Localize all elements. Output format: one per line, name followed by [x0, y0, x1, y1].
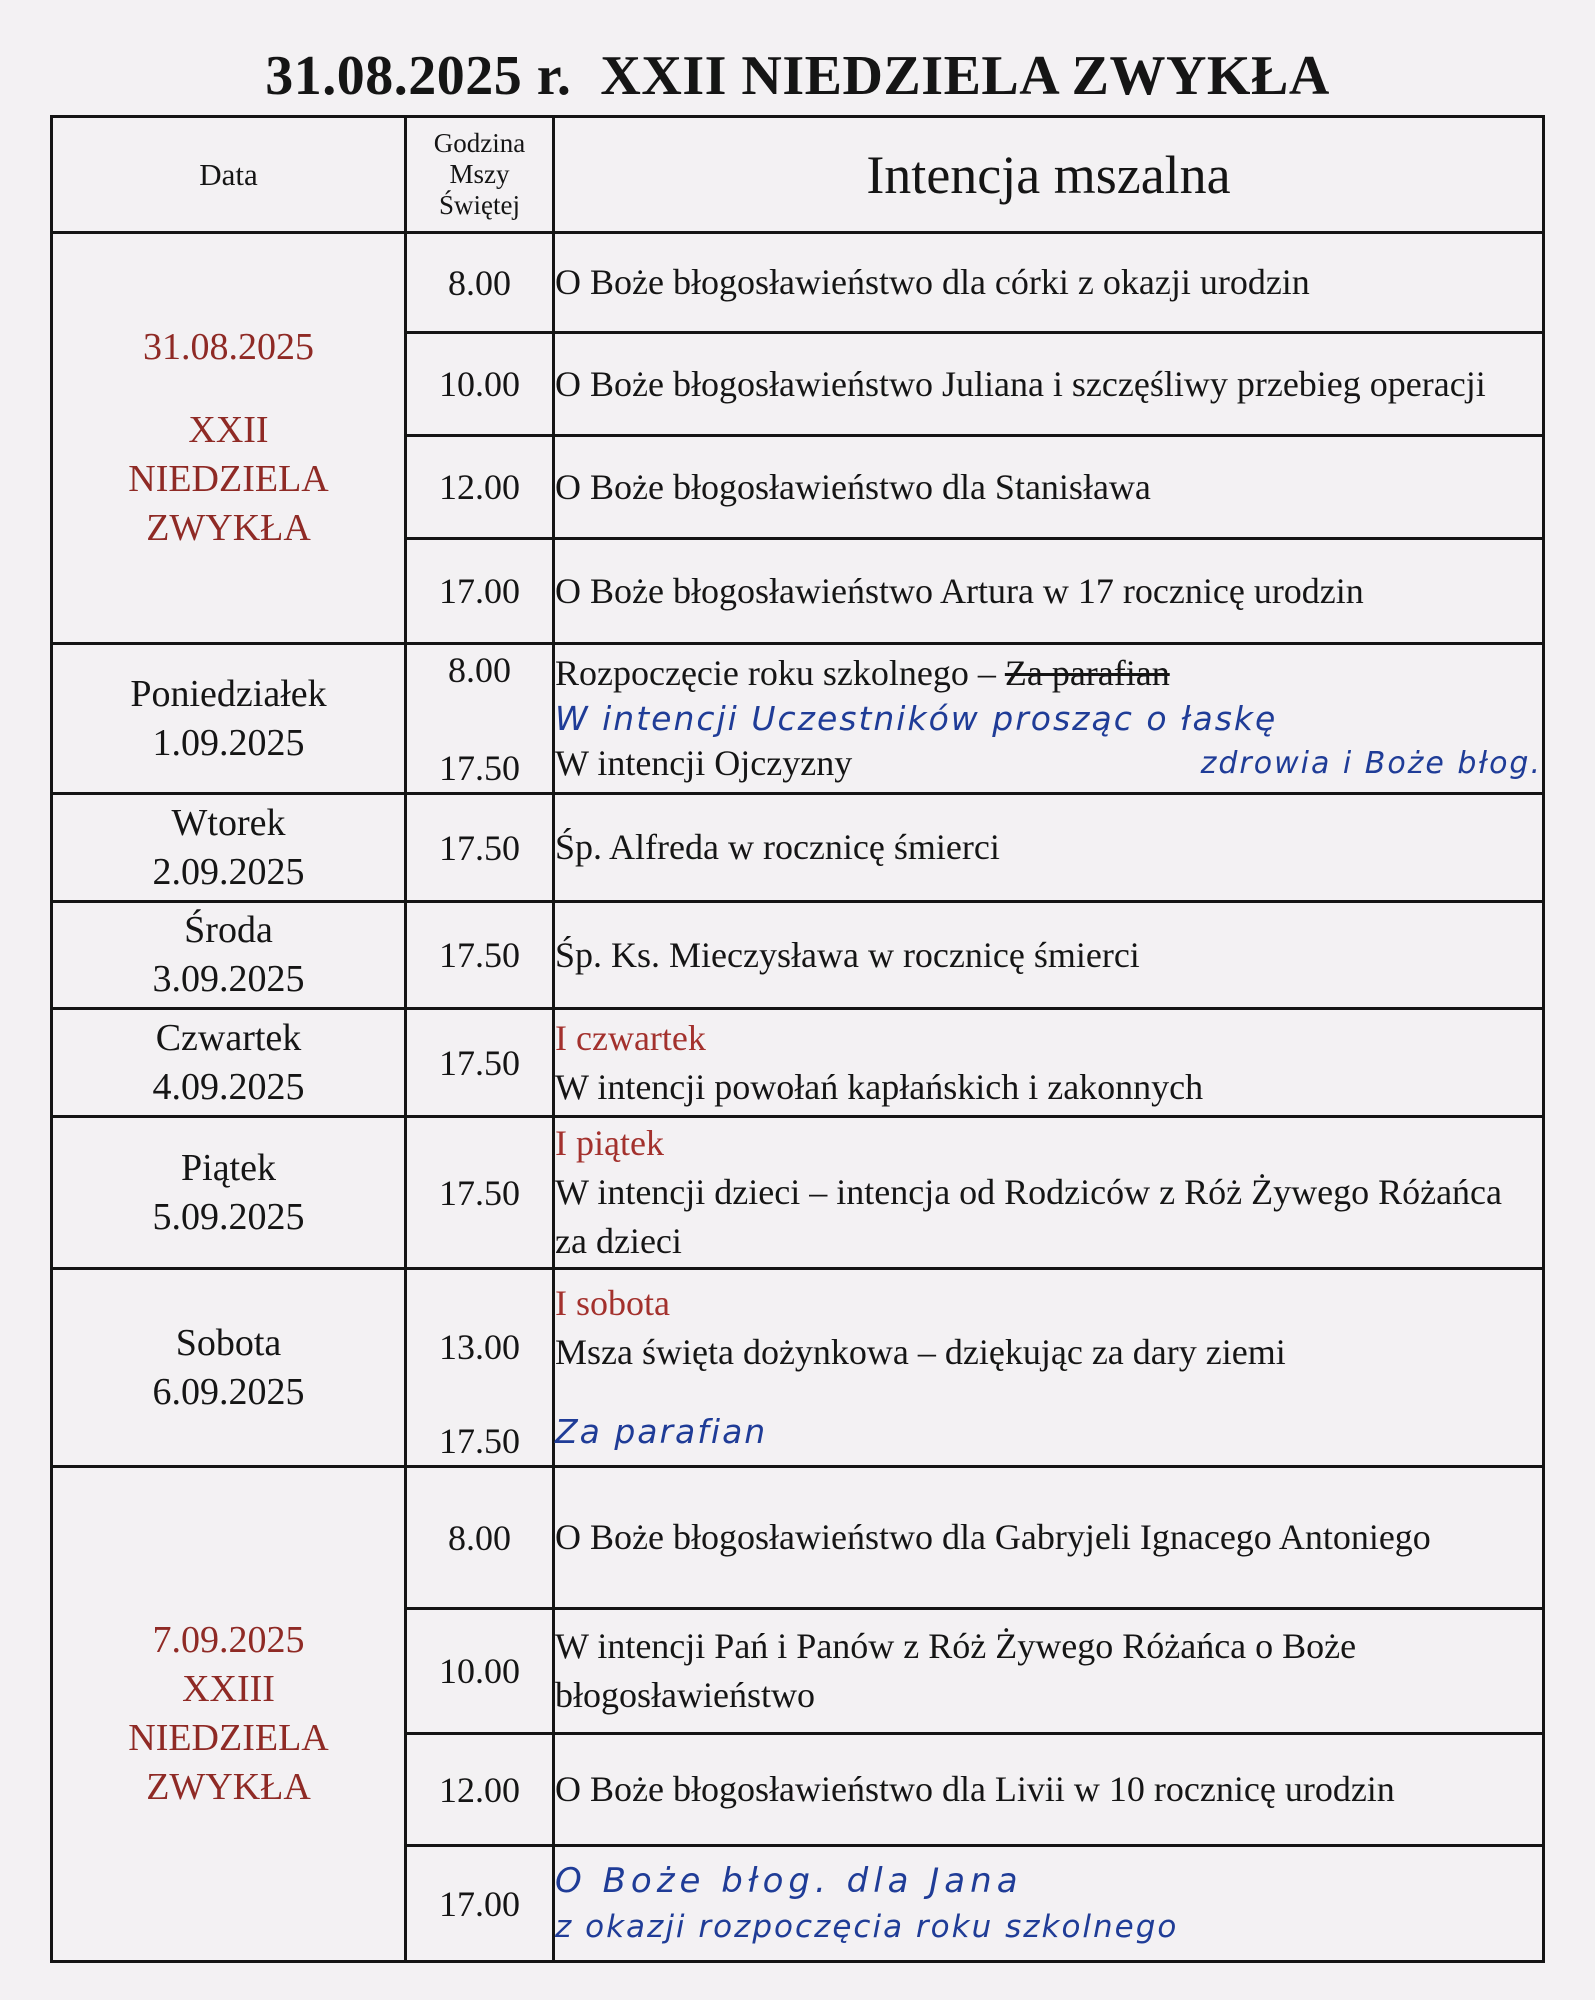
first-saturday-label: I sobota	[555, 1283, 670, 1323]
mass-time: 17.50	[406, 1117, 554, 1269]
intention-text: W intencji dzieci – intencja od Rodziców z Róż Żywego Różańca za dzieci	[555, 1172, 1503, 1261]
date-cell-thursday	[52, 1009, 406, 1117]
weekday: Wtorek	[171, 801, 286, 844]
header-date: Data	[52, 117, 406, 233]
mass-intention: W intencji Pań i Panów z Róż Żywego Różańca o Boże błogosławieństwo	[554, 1609, 1544, 1734]
struck-text: Za parafian	[1004, 653, 1170, 693]
mass-intention: O Boże błogosławieństwo dla Gabryjeli Ignacego Antoniego	[554, 1467, 1544, 1609]
handwritten-note: z okazji rozpoczęcia roku szkolnego	[555, 1908, 1179, 1945]
table-row	[52, 1009, 1544, 1117]
header-row	[52, 117, 1544, 233]
mass-intention: O Boże błogosławieństwo dla córki z okazji urodzin	[554, 233, 1544, 333]
weekday: Czwartek	[155, 1016, 302, 1059]
header-hour-line: Mszy	[449, 159, 510, 189]
mass-time: 17.00	[406, 1846, 554, 1962]
mass-schedule-table	[50, 115, 1545, 1963]
table-row	[52, 1117, 1544, 1269]
weekday: Poniedziałek	[130, 672, 327, 715]
sunday-date: 31.08.2025	[143, 326, 314, 368]
header-hour-line: Godzina	[433, 128, 526, 158]
mass-intention	[554, 1269, 1544, 1467]
sunday-name: XXII	[188, 409, 269, 451]
first-friday-label: I piątek	[555, 1123, 664, 1163]
table-row	[52, 902, 1544, 1009]
date: 3.09.2025	[152, 958, 305, 1000]
mass-intention: O Boże błogosławieństwo dla Livii w 10 rocznicę urodzin	[554, 1734, 1544, 1846]
sunday-name: NIEDZIELA	[128, 458, 329, 500]
sunday-name: ZWYKŁA	[146, 1766, 311, 1808]
date-cell-sunday-1	[52, 233, 406, 644]
date-cell-friday	[52, 1117, 406, 1269]
date: 5.09.2025	[152, 1195, 305, 1238]
mass-time: 17.50	[406, 794, 554, 902]
handwritten-note: zdrowia i Boże błog.	[1200, 746, 1542, 781]
date: 6.09.2025	[152, 1370, 305, 1413]
table-row	[52, 1269, 1544, 1467]
mass-intention: Śp. Alfreda w rocznicę śmierci	[554, 794, 1544, 902]
handwritten-note: O Boże błog. dla Jana	[555, 1860, 1023, 1901]
mass-intention	[554, 644, 1544, 794]
header-hour	[406, 117, 554, 233]
mass-time: 10.00	[406, 333, 554, 436]
intention-text: Rozpoczęcie roku szkolnego –	[555, 653, 1005, 693]
header-hour-line: Świętej	[439, 190, 520, 220]
mass-time: 8.00	[406, 1467, 554, 1609]
mass-time: 17.00	[406, 539, 554, 644]
mass-intention: O Boże błogosławieństwo Juliana i szczęśliwy przebieg operacji	[554, 333, 1544, 436]
mass-time: 12.00	[406, 1734, 554, 1846]
sunday-name: ZWYKŁA	[146, 507, 311, 549]
mass-time: 10.00	[406, 1609, 554, 1734]
table-row	[52, 1467, 1544, 1609]
table-row	[52, 794, 1544, 902]
date-cell-monday	[52, 644, 406, 794]
date-cell-sunday-2	[52, 1467, 406, 1962]
date: 2.09.2025	[152, 850, 305, 893]
first-thursday-label: I czwartek	[555, 1017, 706, 1058]
table-row	[52, 644, 1544, 794]
intention-line	[555, 651, 1542, 696]
weekday: Sobota	[175, 1321, 282, 1364]
mass-time: 12.00	[406, 436, 554, 539]
intention-text: W intencji powołań kapłańskich i zakonnych	[555, 1066, 1204, 1107]
mass-time: 8.00	[406, 233, 554, 333]
sunday-name: XXIII	[182, 1668, 275, 1710]
mass-intention	[554, 1009, 1544, 1117]
mass-intention	[554, 1846, 1544, 1962]
sunday-name: NIEDZIELA	[128, 1717, 329, 1759]
date-cell-tuesday	[52, 794, 406, 902]
mass-time: 17.50	[406, 902, 554, 1009]
mass-time: 8.00	[448, 649, 511, 690]
mass-intention: Śp. Ks. Mieczysława w rocznicę śmierci	[554, 902, 1544, 1009]
date-cell-wednesday	[52, 902, 406, 1009]
intention-text: Msza święta dożynkowa – dziękując za dary ziemi	[555, 1332, 1286, 1372]
table-row	[52, 233, 1544, 333]
weekday: Środa	[184, 909, 273, 951]
mass-time: 13.00	[439, 1326, 520, 1367]
mass-intention: O Boże błogosławieństwo dla Stanisława	[554, 436, 1544, 539]
mass-time-pair	[406, 644, 554, 794]
mass-time: 17.50	[439, 1420, 520, 1461]
mass-intention: O Boże błogosławieństwo Artura w 17 rocznicę urodzin	[554, 539, 1544, 644]
mass-time: 17.50	[406, 1009, 554, 1117]
weekday: Piątek	[181, 1146, 276, 1189]
sunday-date: 7.09.2025	[152, 1619, 305, 1661]
mass-time: 17.50	[439, 747, 520, 788]
date: 4.09.2025	[152, 1065, 305, 1108]
handwritten-note: W intencji Uczestników prosząc o łaskę	[555, 699, 1278, 738]
date-cell-saturday	[52, 1269, 406, 1467]
page-title: 31.08.2025 r. XXII NIEDZIELA ZWYKŁA	[265, 45, 1330, 107]
mass-intention	[554, 1117, 1544, 1269]
date: 1.09.2025	[152, 721, 305, 764]
intention-text: W intencji Ojczyzny	[555, 743, 853, 783]
handwritten-note: Za parafian	[555, 1412, 768, 1451]
mass-time-pair	[406, 1269, 554, 1467]
header-intention: Intencja mszalna	[554, 117, 1544, 233]
